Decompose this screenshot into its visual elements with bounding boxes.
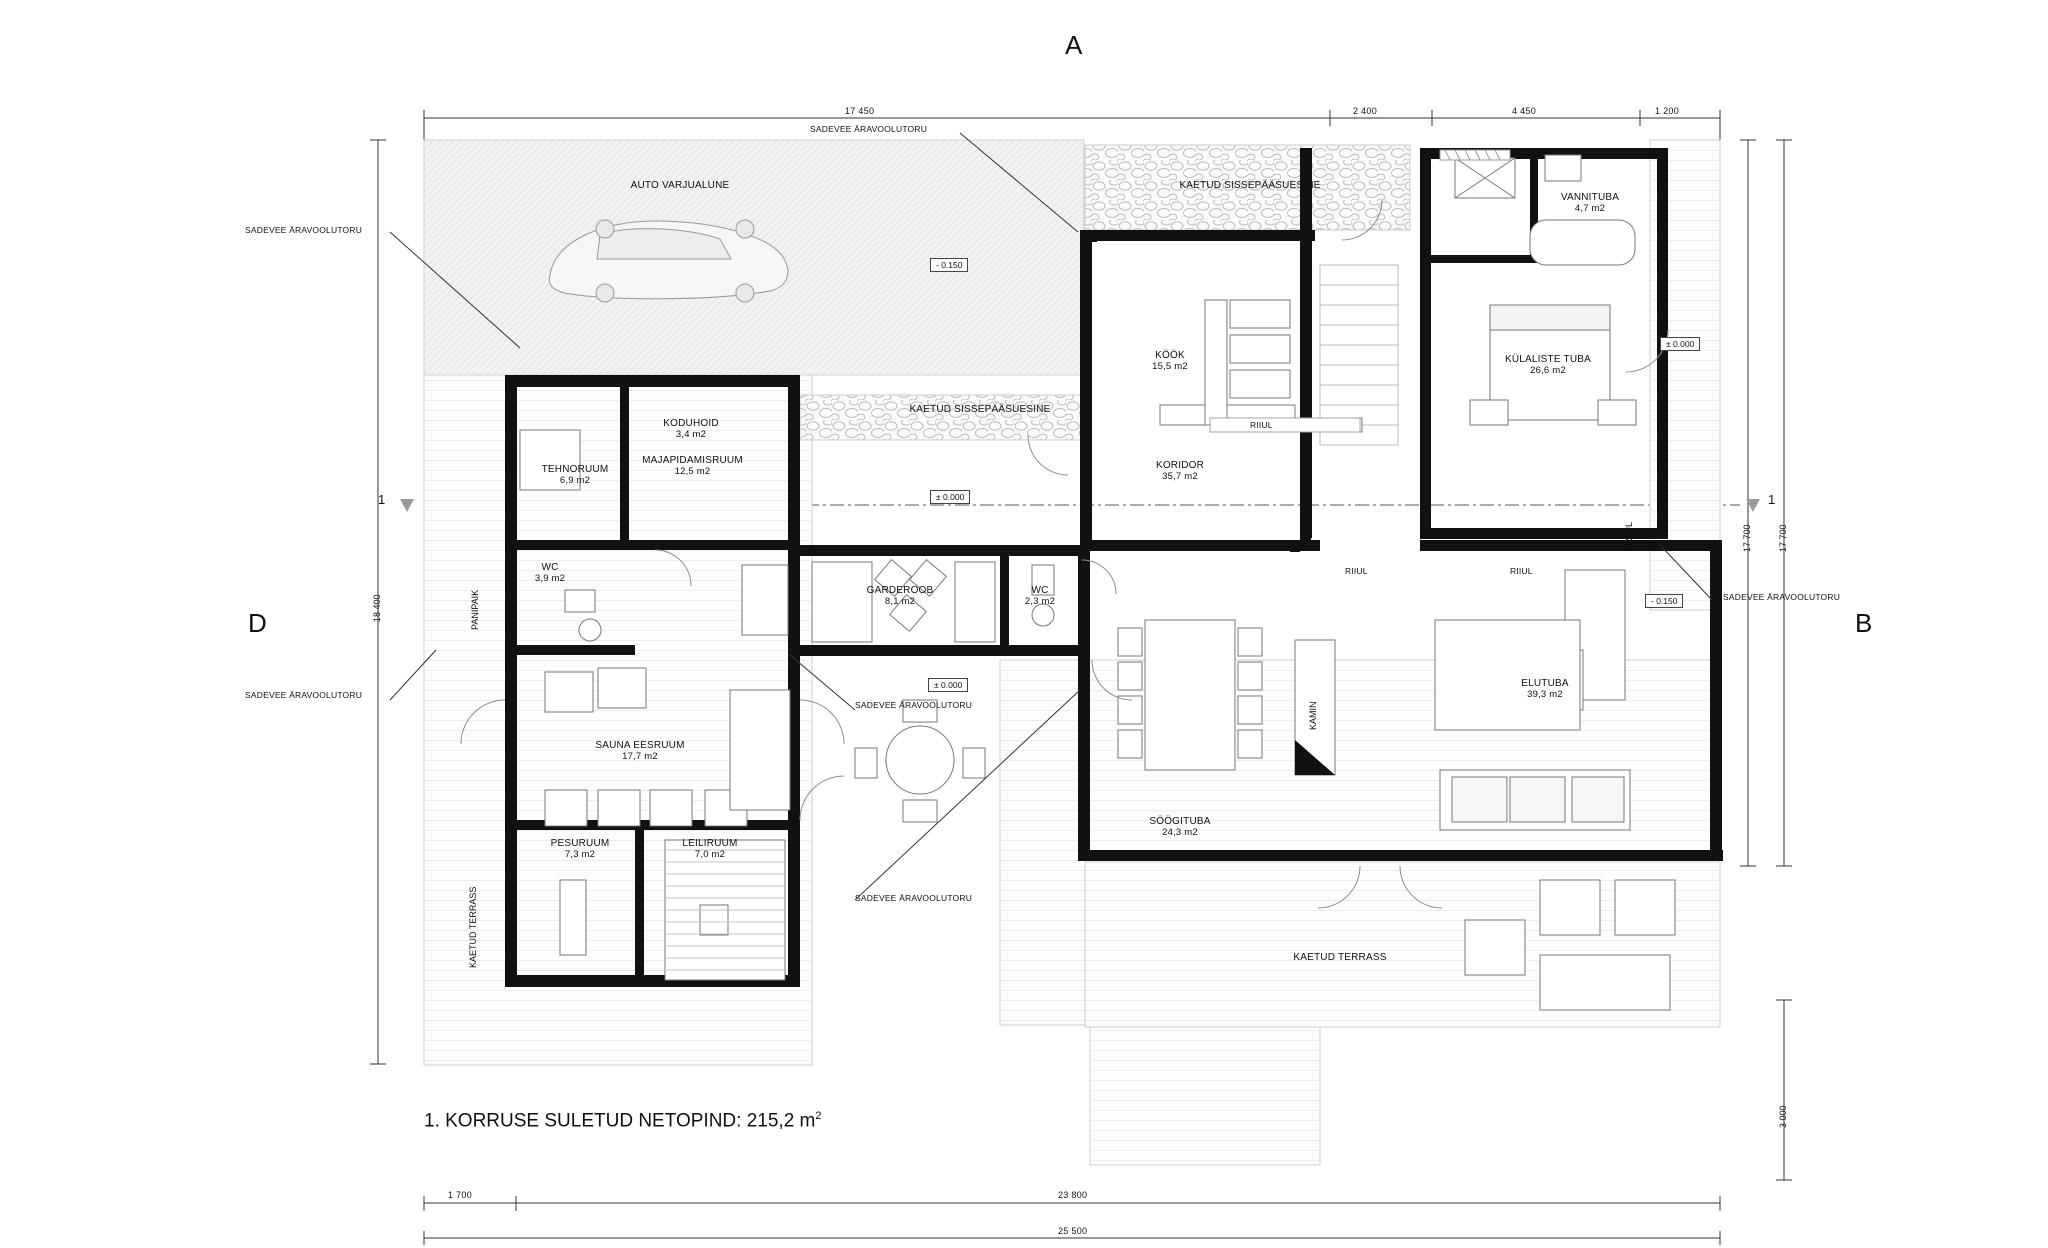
room-name: ELUTUBA (1521, 678, 1569, 689)
callout-sadevee-3: SADEVEE ÄRAVOOLUTORU (245, 690, 363, 700)
room-area: 8,1 m2 (884, 596, 916, 607)
callout-sadevee-5: SADEVEE ÄRAVOOLUTORU (855, 893, 973, 903)
dim-bottom-2: 23 800 (1058, 1190, 1088, 1200)
room-area: 26,6 m2 (1530, 365, 1566, 376)
room-area: 39,3 m2 (1527, 689, 1563, 700)
room-name: WC (1031, 585, 1049, 596)
room-wc-2 (1005, 585, 1075, 607)
room-name: GARDEROOB (866, 585, 934, 596)
room-sauna-eesruum (570, 740, 710, 762)
room-name: KAETUD SISSEPÄÄSUESINE (1179, 180, 1321, 191)
room-area: 7,0 m2 (694, 849, 726, 860)
room-kaetud-sissepaasuesine-1 (1160, 180, 1340, 191)
room-name: AUTO VARJUALUNE (630, 180, 730, 191)
room-garderoob (845, 585, 955, 607)
drawing-title-main: 1. KORRUSE SULETUD NETOPIND: 215,2 m (424, 1110, 816, 1132)
room-name: VANNITUBA (1560, 192, 1620, 203)
room-area: 17,7 m2 (622, 751, 658, 762)
callout-sadevee-4: SADEVEE ÄRAVOOLUTORU (855, 700, 973, 710)
elevation-marker-3: ± 0.000 (928, 678, 968, 692)
elevation-marker-1: - 0.150 (930, 258, 968, 272)
room-name: WC (541, 562, 559, 573)
room-area: 35,7 m2 (1162, 471, 1198, 482)
room-area: 3,4 m2 (675, 429, 707, 440)
room-leiliruum (655, 838, 765, 860)
label-riiul-1: RIIUL (1250, 420, 1273, 430)
room-kulaliste-tuba (1478, 354, 1618, 376)
room-area: 7,3 m2 (564, 849, 596, 860)
elevation-marker-4: ± 0.000 (1660, 337, 1700, 351)
elevation-marker-5: - 0.150 (1645, 594, 1683, 608)
room-name: KODUHOID (663, 418, 719, 429)
room-name: KORIDOR (1155, 460, 1205, 471)
room-area: 12,5 m2 (674, 466, 711, 477)
room-area: 2,3 m2 (1024, 596, 1056, 607)
room-name: KAETUD SISSEPÄÄSUESINE (909, 404, 1051, 415)
section-number-right: 1 (1768, 492, 1776, 507)
room-name: LEILIRUUM (682, 838, 738, 849)
room-kook (1130, 350, 1210, 372)
room-elutuba (1490, 678, 1600, 700)
drawing-title-full (424, 1110, 822, 1132)
label-kamin: KAMIN (1308, 701, 1318, 730)
room-name: TEHNORUUM (541, 464, 609, 475)
dim-right-2: 17 700 (1778, 524, 1788, 552)
dim-top-2: 2 400 (1353, 106, 1378, 116)
axis-label-b: B (1855, 608, 1873, 638)
dim-bottom-3: 25 500 (1058, 1226, 1088, 1236)
room-name: MAJAPIDAMISRUUM (642, 455, 743, 466)
room-name: KAETUD TERRASS (1293, 952, 1387, 963)
room-koridor (1130, 460, 1230, 482)
room-kaetud-terrass-2 (1265, 952, 1415, 963)
callout-sadevee-2: SADEVEE ÄRAVOOLUTORU (245, 225, 363, 235)
dim-right-1: 17 700 (1742, 524, 1752, 552)
label-riiul-2: RIIUL (1345, 566, 1368, 576)
room-area: 4,7 m2 (1574, 203, 1606, 214)
label-riiul-3: RIIUL (1510, 566, 1533, 576)
room-kaetud-terrass-1: KAETUD TERRASS (468, 886, 478, 968)
room-area: 3,9 m2 (534, 573, 566, 584)
drawing-title-superscript: 2 (815, 1110, 822, 1122)
room-name: SAUNA EESRUUM (595, 740, 685, 751)
room-koduhoid (636, 418, 746, 440)
section-number-left: 1 (378, 492, 386, 507)
room-pesuruum (530, 838, 630, 860)
dim-left-1: 18 400 (372, 594, 382, 622)
dim-top-1: 17 450 (845, 106, 875, 116)
label-panipaik: PANIPAIK (470, 589, 480, 630)
axis-label-d: D (248, 608, 267, 638)
axis-label-a: A (1065, 30, 1083, 60)
callout-sadevee-6: SADEVEE ÄRAVOOLUTORU (1723, 592, 1841, 602)
elevation-marker-2: ± 0.000 (930, 490, 970, 504)
dim-top-3: 4 450 (1512, 106, 1537, 116)
room-name: SÖÖGITUBA (1149, 816, 1211, 827)
room-area: 24,3 m2 (1162, 827, 1198, 838)
callout-sadevee-1: SADEVEE ÄRAVOOLUTORU (810, 124, 928, 134)
room-name: KÜLALISTE TUBA (1505, 354, 1591, 365)
room-auto-varjualune (600, 180, 760, 191)
room-area: 6,9 m2 (559, 475, 591, 486)
room-name: KÖÖK (1155, 350, 1185, 361)
room-soogituba (1125, 816, 1235, 838)
room-area: 15,5 m2 (1152, 361, 1188, 372)
dim-top-4: 1 200 (1655, 106, 1680, 116)
room-wc-1 (510, 562, 590, 584)
room-vannituba (1535, 192, 1645, 214)
room-majapidamisruum (620, 455, 765, 477)
dim-right-3: 3 000 (1778, 1105, 1788, 1128)
label-riiul-4: RIIUL (1624, 521, 1634, 545)
dim-bottom-1: 1 700 (448, 1190, 473, 1200)
room-tehnoruum (520, 464, 630, 486)
room-name: PESURUUM (550, 838, 610, 849)
room-kaetud-sissepaasuesine-2 (880, 404, 1080, 415)
